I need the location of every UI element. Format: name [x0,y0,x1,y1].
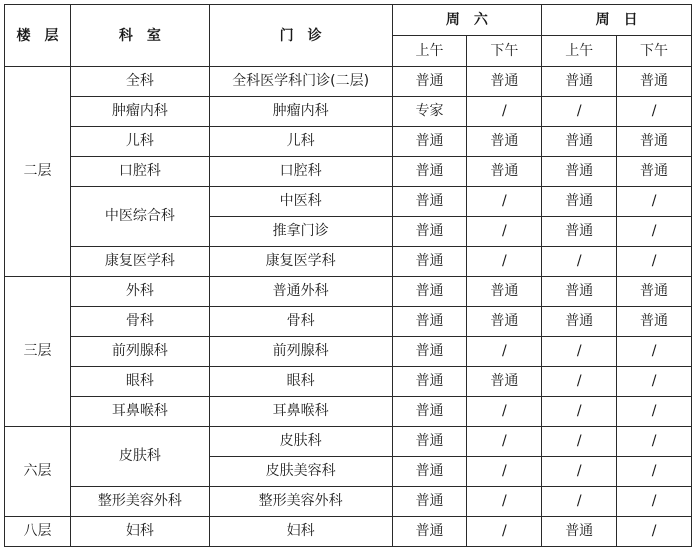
saturday-am-cell: 普通 [392,277,467,307]
clinic-cell: 前列腺科 [209,337,392,367]
clinic-cell: 康复医学科 [209,247,392,277]
department-cell: 耳鼻喉科 [70,397,209,427]
sunday-am-cell: 普通 [542,157,617,187]
table-row [5,337,692,367]
table-header [5,5,692,67]
clinic-column-header: 门 诊 [209,5,392,67]
saturday-am-cell: 普通 [392,517,467,547]
sunday-pm-cell: / [617,487,692,517]
clinic-cell: 眼科 [209,367,392,397]
saturday-am-cell: 普通 [392,127,467,157]
saturday-pm-cell: / [467,427,542,457]
clinic-cell: 肿瘤内科 [209,97,392,127]
sunday-am-cell: / [542,397,617,427]
table-row [5,67,692,97]
floor-column-header: 楼 层 [5,5,71,67]
sunday-am-cell: 普通 [542,127,617,157]
department-column-header: 科 室 [70,5,209,67]
sunday-pm-cell: / [617,457,692,487]
sunday-pm-cell: / [617,217,692,247]
saturday-am-cell: 普通 [392,397,467,427]
sunday-am-cell: / [542,487,617,517]
saturday-pm-header: 下午 [467,36,542,67]
department-cell: 妇科 [70,517,209,547]
department-cell: 前列腺科 [70,337,209,367]
sunday-pm-cell: 普通 [617,157,692,187]
clinic-cell: 耳鼻喉科 [209,397,392,427]
floor-cell: 八层 [5,517,71,547]
sunday-am-cell: 普通 [542,517,617,547]
clinic-schedule-table [4,4,692,547]
clinic-cell: 推拿门诊 [209,217,392,247]
sunday-am-cell: 普通 [542,307,617,337]
table-row [5,427,692,457]
sunday-am-cell: / [542,337,617,367]
saturday-pm-cell: 普通 [467,127,542,157]
sunday-pm-cell: / [617,97,692,127]
table-row [5,157,692,187]
saturday-am-cell: 普通 [392,247,467,277]
saturday-am-cell: 专家 [392,97,467,127]
sunday-am-cell: / [542,427,617,457]
schedule-wrapper [4,4,692,547]
department-cell: 全科 [70,67,209,97]
saturday-am-header: 上午 [392,36,467,67]
saturday-pm-cell: / [467,187,542,217]
saturday-pm-cell: 普通 [467,277,542,307]
clinic-cell: 口腔科 [209,157,392,187]
saturday-pm-cell: / [467,97,542,127]
sunday-am-cell: / [542,367,617,397]
sunday-am-header: 上午 [542,36,617,67]
saturday-am-cell: 普通 [392,337,467,367]
department-cell: 眼科 [70,367,209,397]
saturday-am-cell: 普通 [392,67,467,97]
table-body [5,67,692,547]
sunday-pm-cell: 普通 [617,277,692,307]
sunday-am-cell: / [542,247,617,277]
department-cell: 中医综合科 [70,187,209,247]
sunday-pm-cell: / [617,337,692,367]
sunday-pm-cell: 普通 [617,67,692,97]
saturday-pm-cell: 普通 [467,67,542,97]
table-row [5,517,692,547]
saturday-header: 周 六 [392,5,542,36]
sunday-am-cell: / [542,457,617,487]
sunday-pm-header: 下午 [617,36,692,67]
clinic-cell: 骨科 [209,307,392,337]
sunday-am-cell: 普通 [542,187,617,217]
table-row [5,127,692,157]
saturday-am-cell: 普通 [392,367,467,397]
saturday-am-cell: 普通 [392,307,467,337]
floor-cell: 二层 [5,67,71,277]
saturday-pm-cell: 普通 [467,367,542,397]
department-cell: 口腔科 [70,157,209,187]
sunday-am-cell: / [542,97,617,127]
sunday-header: 周 日 [542,5,692,36]
saturday-pm-cell: / [467,517,542,547]
saturday-pm-cell: / [467,337,542,367]
floor-cell: 六层 [5,427,71,517]
sunday-pm-cell: / [617,247,692,277]
sunday-pm-cell: 普通 [617,307,692,337]
clinic-cell: 中医科 [209,187,392,217]
department-cell: 康复医学科 [70,247,209,277]
saturday-pm-cell: 普通 [467,307,542,337]
floor-cell: 三层 [5,277,71,427]
clinic-cell: 全科医学科门诊(二层) [209,67,392,97]
department-cell: 儿科 [70,127,209,157]
table-row [5,397,692,427]
table-row [5,487,692,517]
sunday-pm-cell: / [617,517,692,547]
sunday-pm-cell: 普通 [617,127,692,157]
sunday-am-cell: 普通 [542,67,617,97]
saturday-pm-cell: / [467,397,542,427]
saturday-am-cell: 普通 [392,217,467,247]
table-row [5,247,692,277]
table-row [5,187,692,217]
saturday-am-cell: 普通 [392,427,467,457]
saturday-pm-cell: / [467,247,542,277]
saturday-pm-cell: / [467,217,542,247]
clinic-cell: 皮肤美容科 [209,457,392,487]
sunday-am-cell: 普通 [542,277,617,307]
sunday-am-cell: 普通 [542,217,617,247]
department-cell: 皮肤科 [70,427,209,487]
saturday-am-cell: 普通 [392,487,467,517]
table-row [5,277,692,307]
saturday-am-cell: 普通 [392,457,467,487]
table-row [5,367,692,397]
table-row [5,307,692,337]
saturday-pm-cell: 普通 [467,157,542,187]
sunday-pm-cell: / [617,427,692,457]
saturday-am-cell: 普通 [392,187,467,217]
clinic-cell: 妇科 [209,517,392,547]
sunday-pm-cell: / [617,187,692,217]
clinic-cell: 皮肤科 [209,427,392,457]
clinic-cell: 儿科 [209,127,392,157]
department-cell: 骨科 [70,307,209,337]
sunday-pm-cell: / [617,397,692,427]
header-row-main [5,5,692,36]
clinic-cell: 普通外科 [209,277,392,307]
table-row [5,97,692,127]
sunday-pm-cell: / [617,367,692,397]
department-cell: 整形美容外科 [70,487,209,517]
saturday-am-cell: 普通 [392,157,467,187]
clinic-cell: 整形美容外科 [209,487,392,517]
department-cell: 外科 [70,277,209,307]
department-cell: 肿瘤内科 [70,97,209,127]
saturday-pm-cell: / [467,457,542,487]
saturday-pm-cell: / [467,487,542,517]
